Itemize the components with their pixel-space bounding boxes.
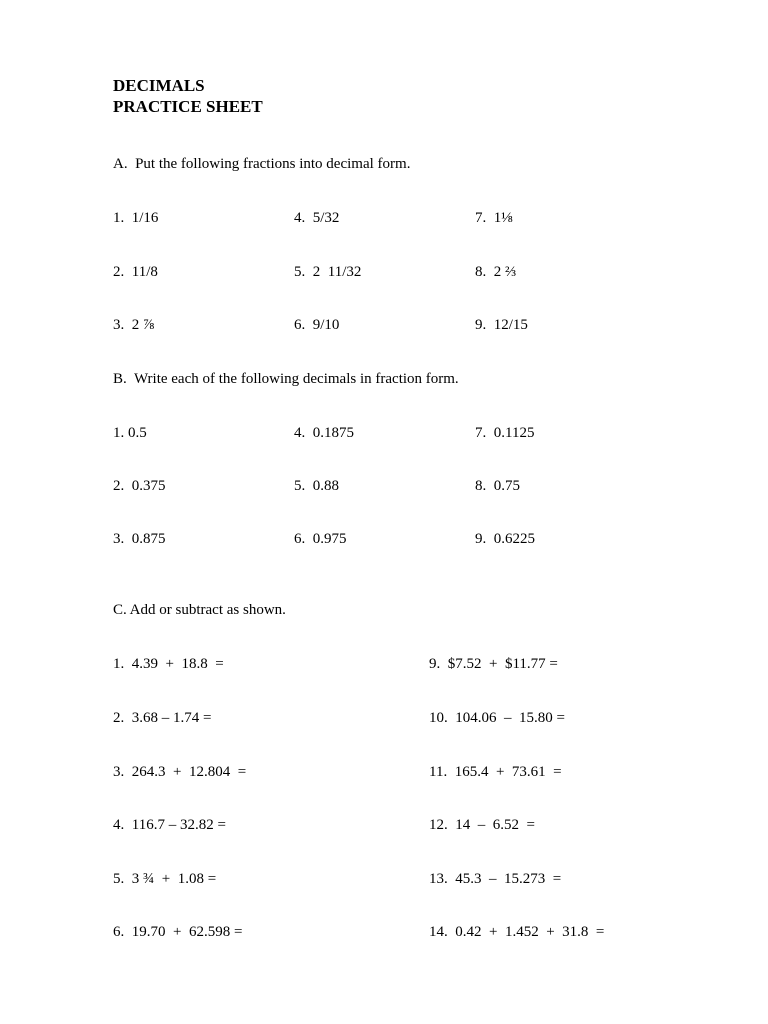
section-c-item-3: 3. 264.3 + 12.804 = — [113, 764, 247, 780]
section-c-item-10: 10. 104.06 – 15.80 = — [429, 710, 565, 726]
section-c-item-9: 9. $7.52 + $11.77 = — [429, 656, 558, 672]
section-b-item-1: 1. 0.5 — [113, 425, 147, 441]
page-title: DECIMALS — [113, 76, 205, 95]
section-a-item-1: 1. 1/16 — [113, 210, 159, 226]
section-a-instruction: A. Put the following fractions into decimal form. — [113, 156, 411, 172]
section-c-item-5: 5. 3 ¾ + 1.08 = — [113, 871, 217, 887]
section-a-item-4: 4. 5/32 — [294, 210, 340, 226]
section-c-instruction: C. Add or subtract as shown. — [113, 602, 286, 618]
section-c-item-4: 4. 116.7 – 32.82 = — [113, 817, 226, 833]
section-c-item-6: 6. 19.70 + 62.598 = — [113, 924, 243, 940]
section-c-item-12: 12. 14 – 6.52 = — [429, 817, 535, 833]
section-a-item-5: 5. 2 11/32 — [294, 264, 362, 280]
section-a-item-6: 6. 9/10 — [294, 317, 340, 333]
section-b-item-4: 4. 0.1875 — [294, 425, 354, 441]
section-b-item-6: 6. 0.975 — [294, 531, 347, 547]
section-b-item-5: 5. 0.88 — [294, 478, 339, 494]
section-c-item-2: 2. 3.68 – 1.74 = — [113, 710, 212, 726]
section-a-item-3: 3. 2 ⅞ — [113, 317, 155, 333]
page-subtitle: PRACTICE SHEET — [113, 97, 263, 116]
section-b-item-9: 9. 0.6225 — [475, 531, 535, 547]
section-a-item-7: 7. 1⅛ — [475, 210, 513, 226]
section-a-item-9: 9. 12/15 — [475, 317, 528, 333]
section-c-item-11: 11. 165.4 + 73.61 = — [429, 764, 562, 780]
section-a-item-8: 8. 2 ⅔ — [475, 264, 517, 280]
section-b-item-3: 3. 0.875 — [113, 531, 166, 547]
section-c-item-13: 13. 45.3 – 15.273 = — [429, 871, 562, 887]
section-b-item-8: 8. 0.75 — [475, 478, 520, 494]
section-c-item-14: 14. 0.42 + 1.452 + 31.8 = — [429, 924, 605, 940]
section-b-item-2: 2. 0.375 — [113, 478, 166, 494]
section-c-item-1: 1. 4.39 + 18.8 = — [113, 656, 224, 672]
section-b-item-7: 7. 0.1125 — [475, 425, 535, 441]
section-a-item-2: 2. 11/8 — [113, 264, 158, 280]
section-b-instruction: B. Write each of the following decimals in fraction form. — [113, 371, 459, 387]
